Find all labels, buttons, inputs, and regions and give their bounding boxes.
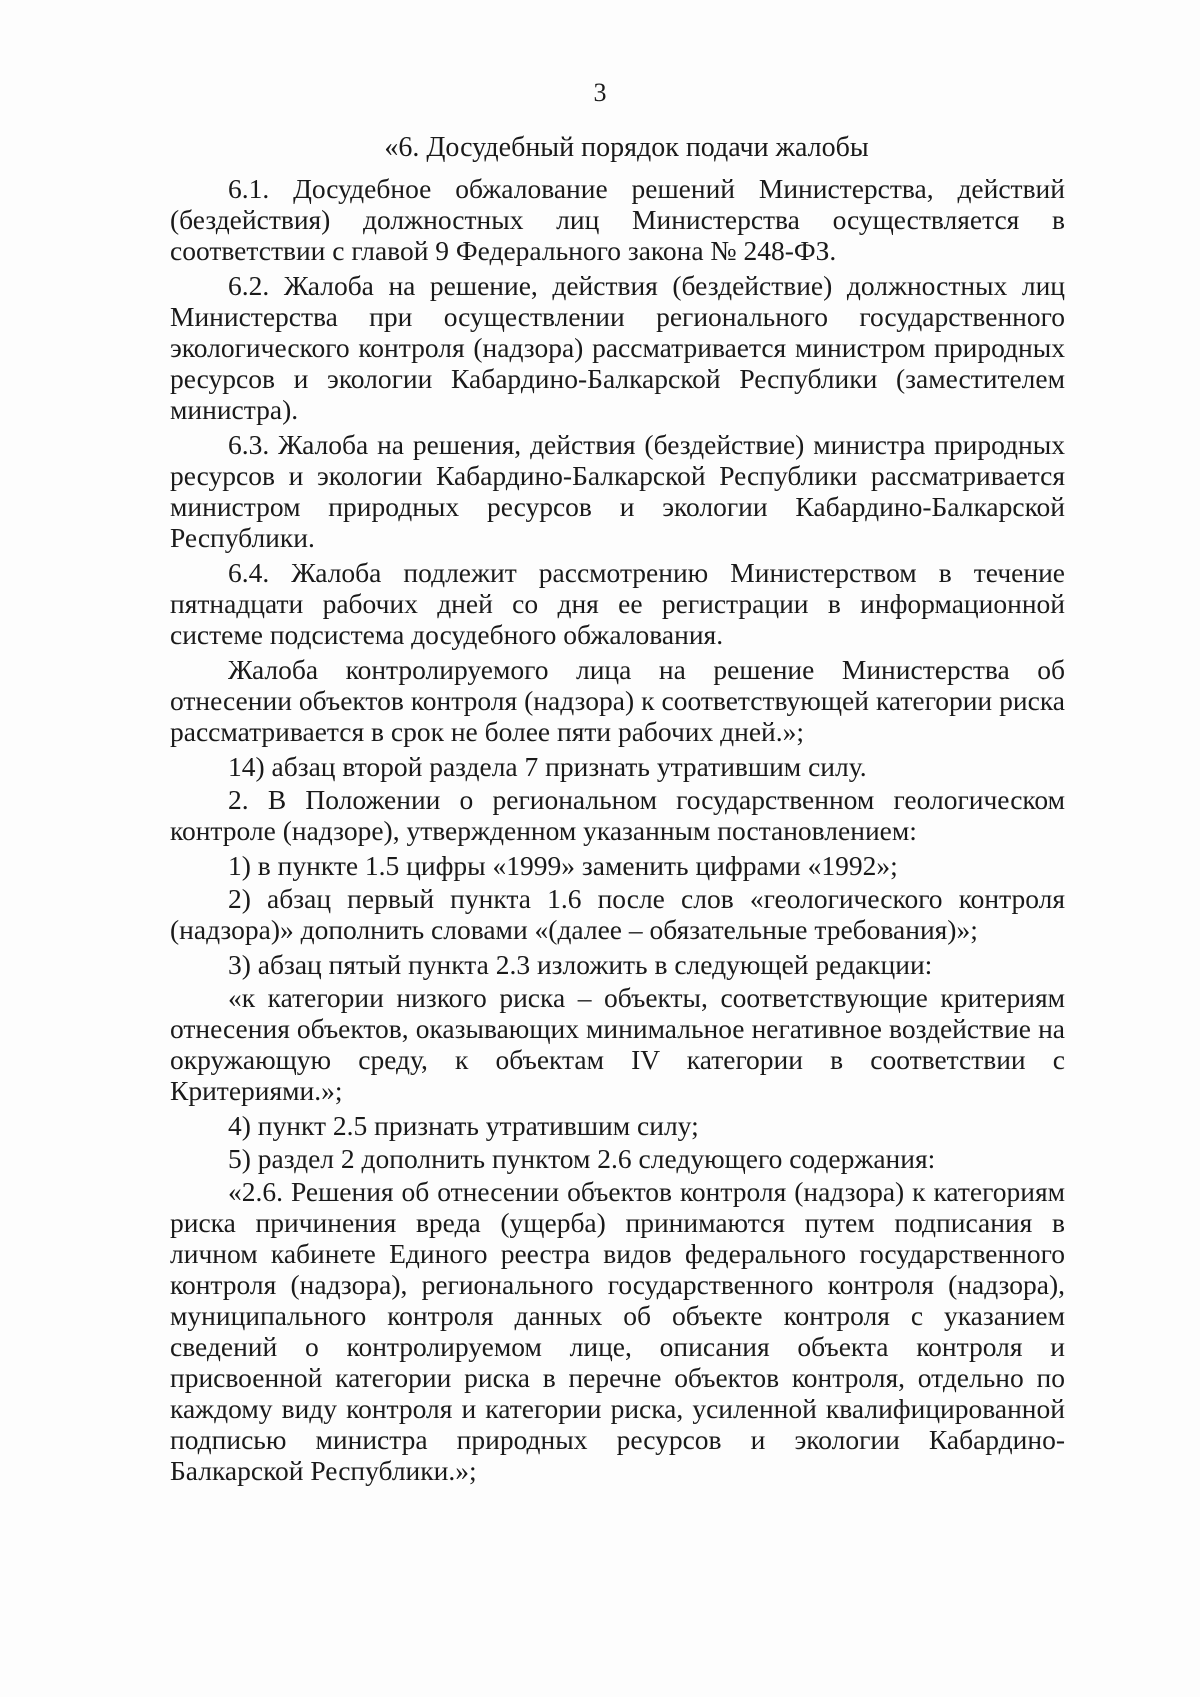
document-body xyxy=(170,132,1065,1490)
paragraph-6-3: 6.3. Жалоба на решения, действия (бездействие) министра природных ресурсов и экологии Кабардино-Балкарской Республики рассматривается министром природных ресурсов и экологии Кабардино-Балкарской Республики. xyxy=(170,429,1065,553)
paragraph-subitem-4: 4) пункт 2.5 признать утратившим силу; xyxy=(228,1110,699,1141)
paragraph-low-risk: «к категории низкого риска – объекты, соответствующие критериям отнесения объектов, оказывающих минимальное негативное воздействие на окружающую среду, к объектам IV категории в соответствии с Критериями.»; xyxy=(170,982,1065,1106)
paragraph-6-4: 6.4. Жалоба подлежит рассмотрению Министерством в течение пятнадцати рабочих дней со дня ее регистрации в информационной системе подсистема досудебного обжалования. xyxy=(170,557,1065,650)
paragraph-subitem-2: 2) абзац первый пункта 1.6 после слов «геологического контроля (надзора)» дополнить словами «(далее – обязательные требования)»; xyxy=(170,883,1065,945)
paragraph-subitem-5: 5) раздел 2 дополнить пунктом 2.6 следующего содержания: xyxy=(228,1143,936,1174)
paragraph-subitem-1: 1) в пункте 1.5 цифры «1999» заменить цифрами «1992»; xyxy=(228,850,898,881)
paragraph-subitem-3: 3) абзац пятый пункта 2.3 изложить в следующей редакции: xyxy=(228,949,933,980)
paragraph-item-2: 2. В Положении о региональном государственном геологическом контроле (надзоре), утвержденном указанным постановлением: xyxy=(170,784,1065,846)
section-heading: «6. Досудебный порядок подачи жалобы xyxy=(384,132,869,163)
paragraph-complaint-risk: Жалоба контролируемого лица на решение Министерства об отнесении объектов контроля (надзора) к соответствующей категории риска рассматривается в срок не более пяти рабочих дней.»; xyxy=(170,654,1065,747)
paragraph-6-1: 6.1. Досудебное обжалование решений Министерства, действий (бездействия) должностных лиц Министерства осуществляется в соответствии с главой 9 Федерального закона № 248-ФЗ. xyxy=(170,173,1065,266)
paragraph-6-2: 6.2. Жалоба на решение, действия (бездействие) должностных лиц Министерства при осуществлении регионального государственного экологического контроля (надзора) рассматривается министром природных ресурсов и экологии Кабардино-Балкарской Республики (заместителем министра). xyxy=(170,270,1065,425)
paragraph-2-6: «2.6. Решения об отнесении объектов контроля (надзора) к категориям риска причинения вреда (ущерба) принимаются путем подписания в личном кабинете Единого реестра видов федерального государственного контроля (надзора), регионального государственного контроля (надзора), муниципального контроля данных об объекте контроля с указанием сведений о контролируемом лице, описания объекта контроля и присвоенной категории риска в перечне объектов контроля, отдельно по каждому виду контроля и категории риска, усиленной квалифицированной подписью министра природных ресурсов и экологии Кабардино-Балкарской Республики.»; xyxy=(170,1176,1065,1486)
page-number: 3 xyxy=(593,78,607,107)
paragraph-item-14: 14) абзац второй раздела 7 признать утратившим силу. xyxy=(228,751,867,782)
